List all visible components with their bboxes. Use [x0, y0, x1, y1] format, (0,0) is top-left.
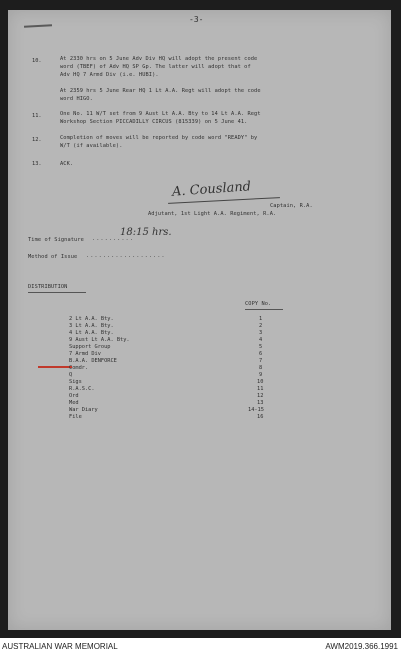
- footer-credit: AUSTRALIAN WAR MEMORIAL: [2, 642, 118, 651]
- distribution-item: Support Group: [69, 344, 111, 350]
- para-number: 13.: [32, 161, 42, 167]
- leader-dots: ...................: [86, 253, 166, 259]
- heading-underline: [245, 309, 283, 310]
- leader-dots: ..........: [92, 236, 134, 242]
- para-line: Completion of moves will be reported by code word "READY" by: [60, 135, 258, 141]
- distribution-copy: 9: [259, 372, 263, 378]
- distribution-copy: 11: [257, 386, 264, 392]
- signature-rank: Captain, R.A.: [270, 203, 313, 209]
- distribution-copy: 12: [257, 393, 264, 399]
- distribution-copy: 13: [257, 400, 264, 406]
- distribution-item: Comdr.: [69, 365, 89, 371]
- copy-no-heading: COPY No.: [245, 301, 272, 307]
- distribution-heading: DISTRIBUTION: [28, 284, 68, 290]
- distribution-copy: 8: [259, 365, 263, 371]
- para-line: word (TBEF) of Adv HQ SP Gp. The latter will adopt that of: [60, 64, 251, 70]
- distribution-item: 2 Lt A.A. Bty.: [69, 316, 114, 322]
- distribution-item: 9 Aust Lt A.A. Bty.: [69, 337, 130, 343]
- page-number: -3-: [189, 15, 204, 24]
- distribution-item: War Diary: [69, 407, 98, 413]
- para-line: Adv HQ 7 Armd Div (i.e. HUBI).: [60, 72, 159, 78]
- para-line: At 2359 hrs 5 June Rear HQ 1 Lt A.A. Regt will adopt the code: [60, 88, 261, 94]
- distribution-copy: 10: [257, 379, 264, 385]
- distribution-item: 7 Armd Div: [69, 351, 101, 357]
- distribution-copy: 2: [259, 323, 263, 329]
- document-page: [8, 10, 391, 630]
- distribution-copy: 5: [259, 344, 263, 350]
- para-line: word HIGO.: [60, 96, 93, 102]
- distribution-copy: 16: [257, 414, 264, 420]
- para-line: W/T (if available).: [60, 143, 123, 149]
- time-of-signature-label: Time of Signature: [28, 237, 84, 243]
- distribution-item: 4 Lt A.A. Bty.: [69, 330, 114, 336]
- method-of-issue-label: Method of Issue: [28, 254, 78, 260]
- distribution-copy: 6: [259, 351, 263, 357]
- para-line: Workshop Section PICCADILLY CIRCUS (815339) on 5 June 41.: [60, 119, 248, 125]
- para-number: 12.: [32, 137, 42, 143]
- para-number: 11.: [32, 113, 42, 119]
- distribution-copy: 1: [259, 316, 263, 322]
- distribution-copy: 3: [259, 330, 263, 336]
- pencil-mark: [24, 24, 52, 27]
- distribution-copy: 14-15: [248, 407, 264, 413]
- distribution-item: B.A.A. DENFORCE: [69, 358, 117, 364]
- distribution-item: Sigs: [69, 379, 82, 385]
- distribution-item: R.A.S.C.: [69, 386, 95, 392]
- red-pencil-mark: [38, 366, 72, 368]
- distribution-item: Q: [69, 372, 73, 378]
- distribution-copy: 4: [259, 337, 263, 343]
- heading-underline: [28, 292, 86, 293]
- para-line: ACK.: [60, 161, 74, 167]
- para-line: One No. 11 W/T set from 9 Aust Lt A.A. Bty to 14 Lt A.A. Regt: [60, 111, 261, 117]
- distribution-item: Med: [69, 400, 79, 406]
- para-number: 10.: [32, 58, 42, 64]
- distribution-copy: 7: [259, 358, 263, 364]
- time-of-signature-value: 18:15 hrs.: [120, 227, 172, 238]
- handwritten-signature: A. Cousland: [171, 179, 252, 200]
- para-line: At 2330 hrs on 5 June Adv Div HQ will adopt the present code: [60, 56, 258, 62]
- distribution-item: File: [69, 414, 82, 420]
- distribution-item: 3 Lt A.A. Bty.: [69, 323, 114, 329]
- footer-accession-number: AWM2019.366.1991: [325, 642, 398, 651]
- signature-title: Adjutant, 1st Light A.A. Regiment, R.A.: [148, 211, 277, 217]
- distribution-item: Ord: [69, 393, 79, 399]
